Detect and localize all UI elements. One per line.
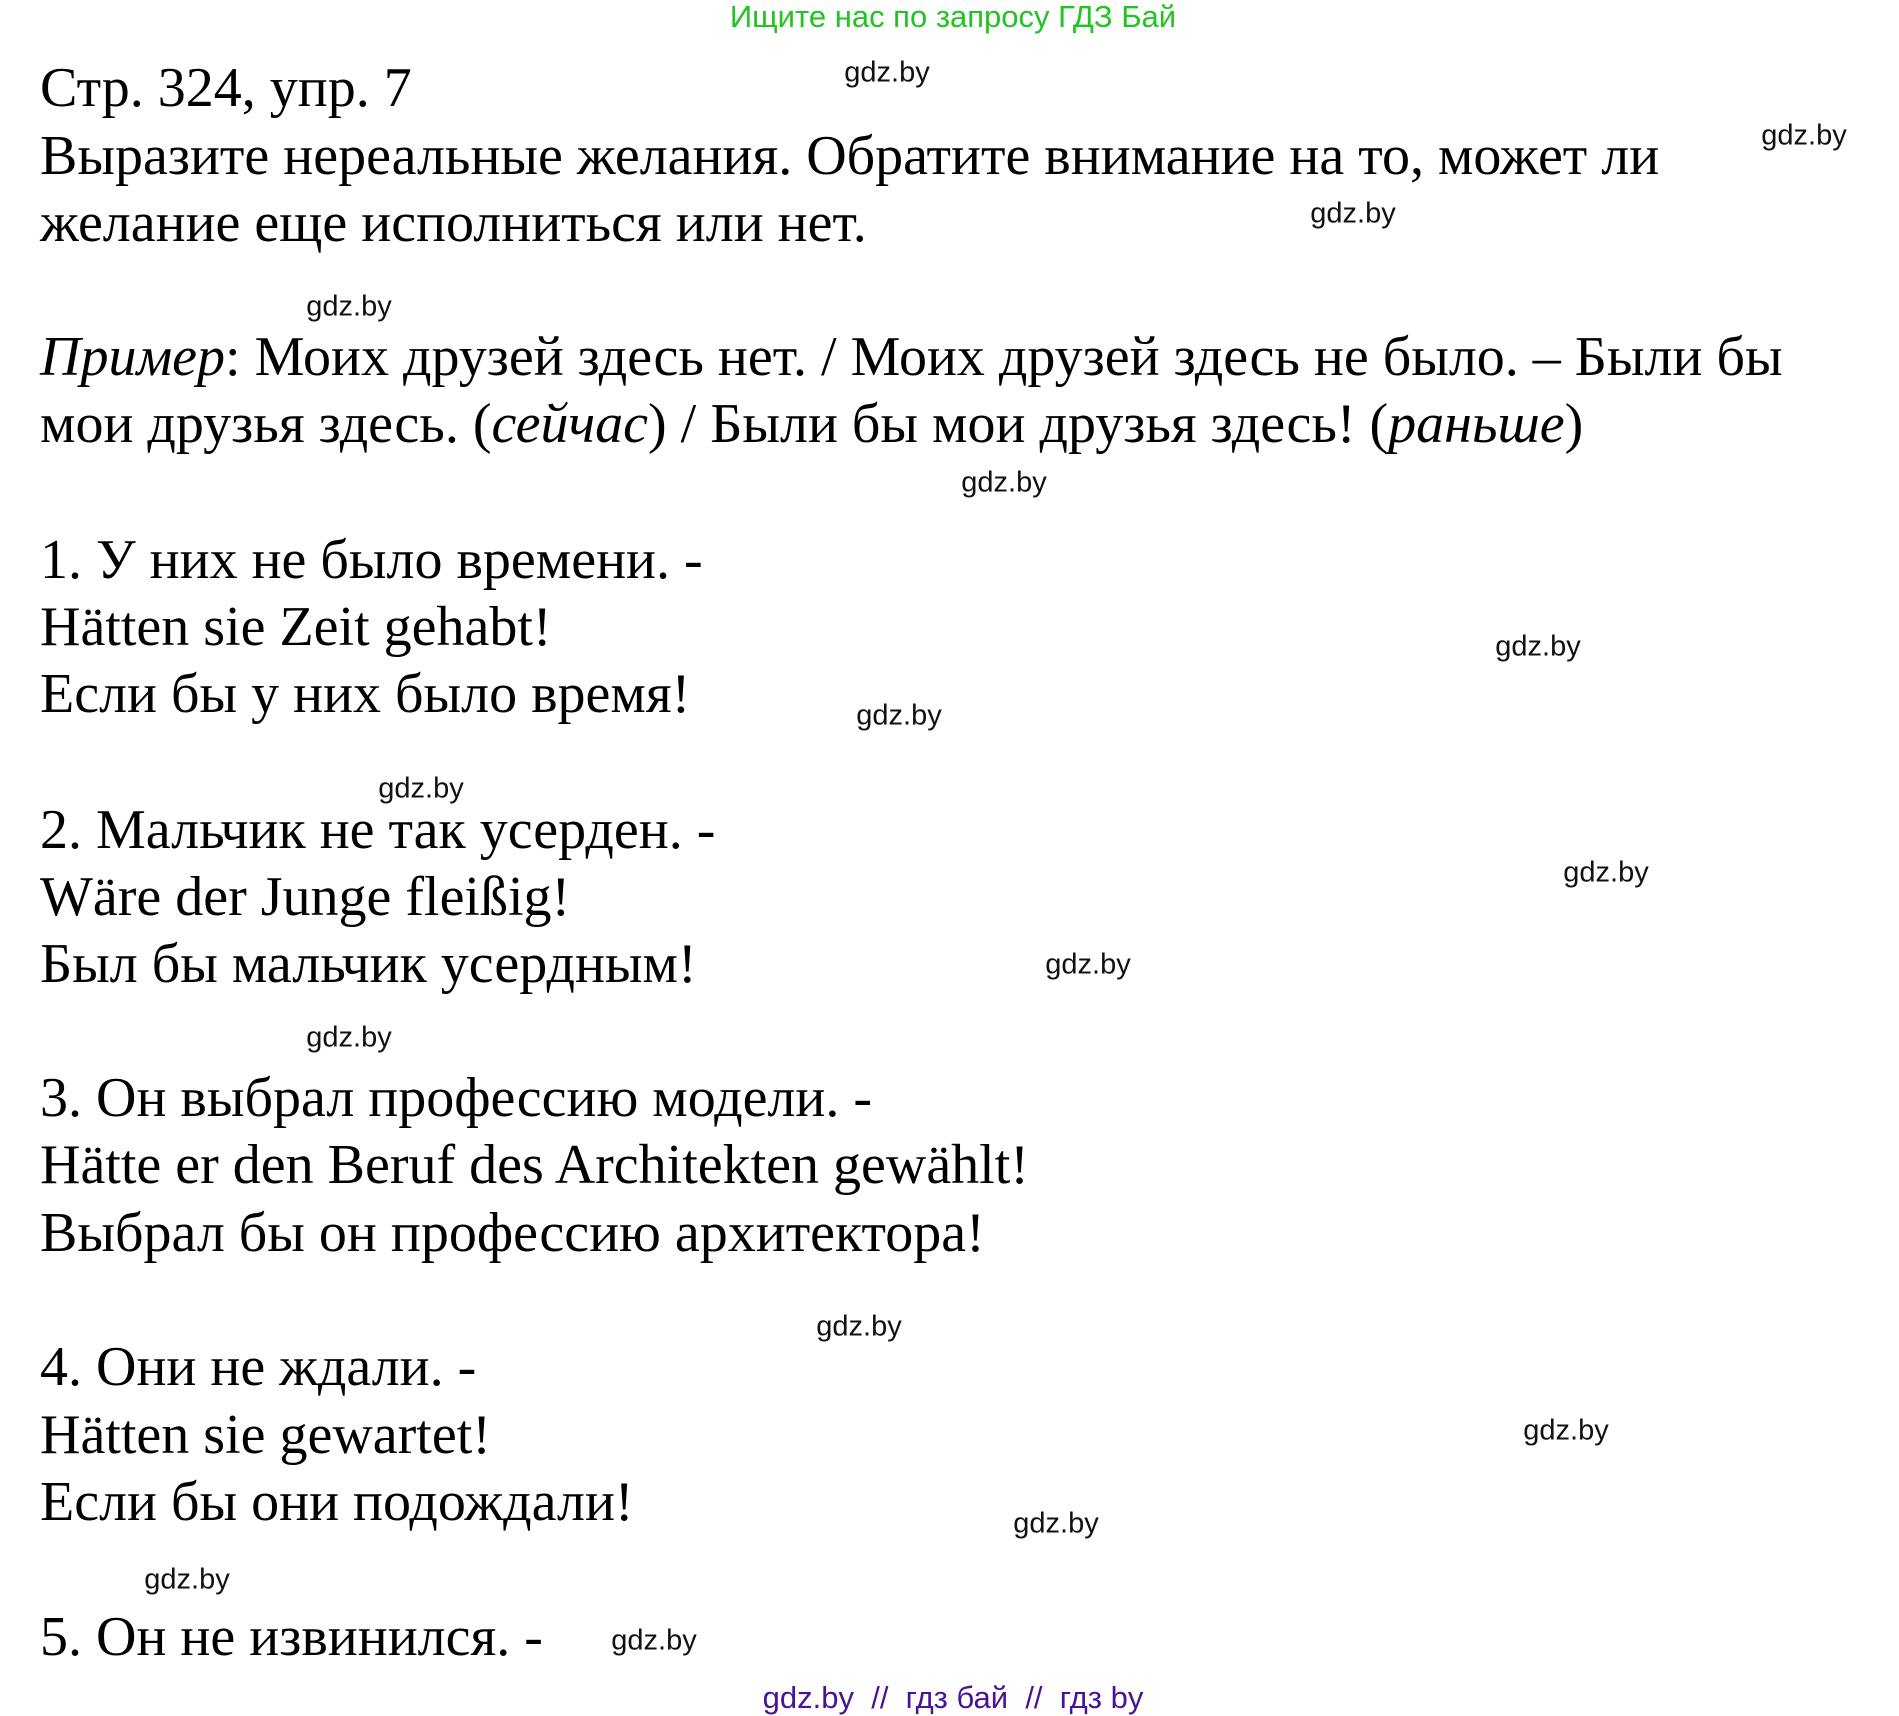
text-line xyxy=(40,391,1583,458)
text-line xyxy=(40,190,867,257)
text-line xyxy=(40,1469,634,1536)
text-line xyxy=(40,324,1783,391)
watermark: gdz.by xyxy=(1495,630,1581,663)
text-line xyxy=(40,1200,985,1267)
text-segment: ) / Были бы мои друзья здесь! ( xyxy=(648,393,1389,455)
watermark: gdz.by xyxy=(1045,948,1131,981)
text-segment: Стр. 324, упр. 7 xyxy=(40,57,412,119)
text-segment: 3. Он выбрал профессию модели. - xyxy=(40,1067,873,1129)
watermark: gdz.by xyxy=(1563,856,1649,889)
text-segment: Hätten sie gewartet! xyxy=(40,1404,491,1466)
text-segment: 2. Мальчик не так усерден. - xyxy=(40,799,716,861)
text-segment: Если бы они подождали! xyxy=(40,1471,634,1533)
text-line xyxy=(40,1132,1029,1199)
text-line xyxy=(40,594,552,661)
watermark: gdz.by xyxy=(856,699,942,732)
italic-text: сейчас xyxy=(491,393,649,455)
text-segment: 4. Они не ждали. - xyxy=(40,1336,477,1398)
text-segment: Выразите нереальные желания. Обратите внимание на то, может ли xyxy=(40,125,1660,187)
text-line xyxy=(40,1402,491,1469)
watermark: gdz.by xyxy=(306,1021,392,1054)
italic-text: раньше xyxy=(1388,393,1565,455)
text-line xyxy=(40,1065,872,1132)
text-segment: ) xyxy=(1564,393,1584,455)
watermark: gdz.by xyxy=(844,56,930,89)
text-line xyxy=(40,123,1659,190)
text-segment: Hätten sie Zeit gehabt! xyxy=(40,596,552,658)
text-line xyxy=(40,527,703,594)
text-segment: 1. У них не было времени. - xyxy=(40,529,703,591)
watermark: gdz.by xyxy=(1310,197,1396,230)
watermark: gdz.by xyxy=(1523,1414,1609,1447)
text-segment: Hätte er den Beruf des Architekten gewählt! xyxy=(40,1134,1029,1196)
text-line xyxy=(40,931,697,998)
text-segment: Был бы мальчик усердным! xyxy=(40,933,697,995)
text-segment: Выбрал бы он профессию архитектора! xyxy=(40,1202,985,1264)
text-segment: : Моих друзей здесь нет. / Моих друзей здесь не было. – Были бы xyxy=(225,326,1783,388)
text-line xyxy=(40,864,570,931)
watermark: gdz.by xyxy=(144,1563,230,1596)
text-line xyxy=(40,1604,543,1671)
watermark: gdz.by xyxy=(961,466,1047,499)
watermark: gdz.by xyxy=(1761,119,1847,152)
text-line xyxy=(40,1334,476,1401)
search-banner: Ищите нас по запросу ГДЗ Бай xyxy=(729,0,1177,34)
text-segment: Если бы у них было время! xyxy=(40,663,691,725)
text-segment: желание еще исполниться или нет. xyxy=(40,192,867,254)
footer-links[interactable]: gdz.by // гдз бай // гдз by xyxy=(762,1680,1144,1715)
watermark: gdz.by xyxy=(816,1310,902,1343)
watermark: gdz.by xyxy=(1013,1507,1099,1540)
page-title xyxy=(40,55,412,122)
watermark: gdz.by xyxy=(306,290,392,323)
text-segment: Wäre der Junge fleißig! xyxy=(40,866,571,928)
text-line xyxy=(40,797,715,864)
watermark: gdz.by xyxy=(611,1624,697,1657)
text-segment: мои друзья здесь. ( xyxy=(40,393,492,455)
watermark: gdz.by xyxy=(378,772,464,805)
italic-text: Пример xyxy=(40,326,226,388)
text-line xyxy=(40,661,690,728)
text-segment: 5. Он не извинился. - xyxy=(40,1606,543,1668)
